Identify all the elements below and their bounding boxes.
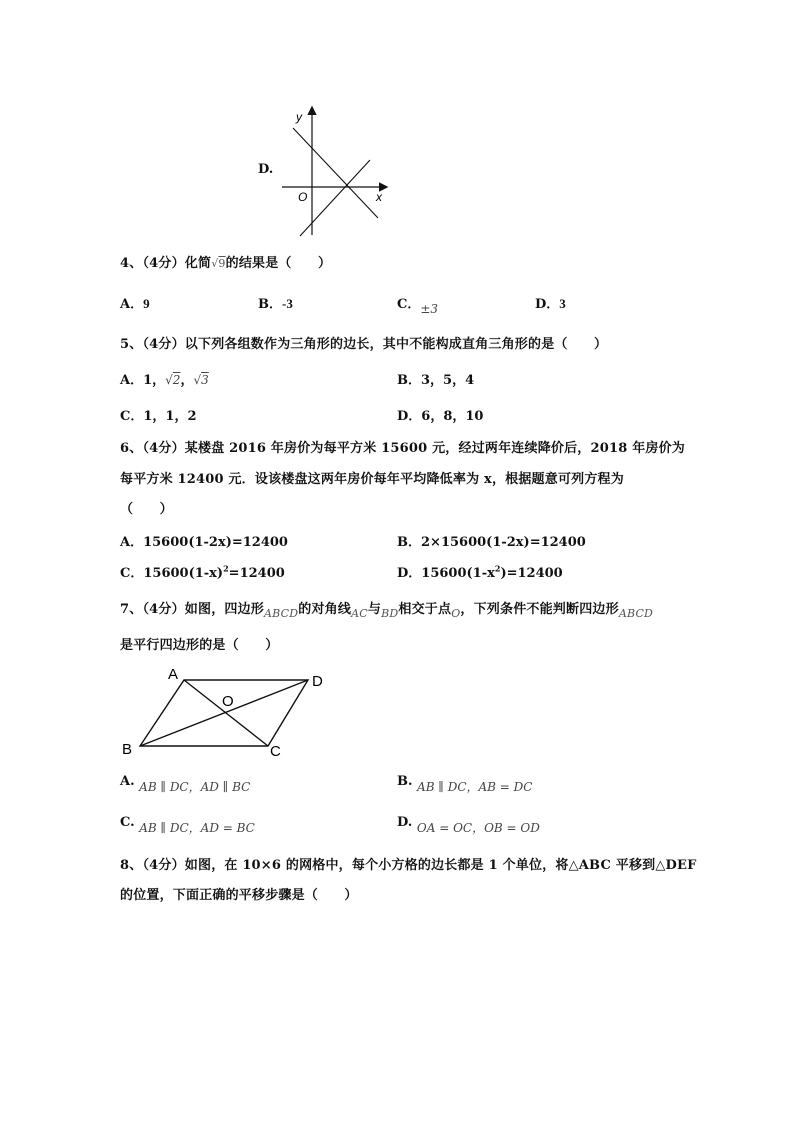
q8-stem-line2: 的位置，下面正确的平移步骤是（ ）: [120, 888, 358, 903]
decreasing-line: [293, 128, 378, 218]
vertex-b-label: B: [122, 741, 133, 758]
point-o-label: O: [222, 693, 234, 710]
q5-option-d[interactable]: D．6，8，10: [397, 409, 484, 424]
q6-option-c[interactable]: C．$15600(1-x)^2=12400$: [120, 563, 285, 581]
y-axis-label: y: [296, 110, 302, 124]
q7-option-b[interactable]: B. AB ∥ DC，AB = DC: [397, 774, 533, 794]
q4-option-b[interactable]: B．-3: [258, 296, 293, 312]
vertex-d-label: D: [312, 673, 323, 690]
q6-stem-line2: 每平方米 12400 元．设该楼盘这两年房价每年平均降低率为 x，根据题意可列方程为: [120, 472, 624, 487]
q3-graph: [270, 100, 400, 240]
vertex-c-label: C: [270, 743, 281, 760]
q5-option-a[interactable]: A．1，√2，√3: [120, 373, 209, 388]
q8-stem-line1: 8、（4分）如图，在 10×6 的网格中，每个小方格的边长都是 1 个单位，将△ABC 平移到△DEF: [120, 858, 697, 873]
q4-option-a[interactable]: A．9: [120, 296, 150, 312]
sqrt-3: √3: [193, 373, 209, 387]
q3-option-d-label: D.: [258, 162, 274, 177]
q7-stem-line1: 7、（4分）如图，四边形$_{ABCD}$的对角线$_{AC}$与$_{BD}$相交于点$_O$，下列条件不能判断四边形$_{ABCD}$: [120, 602, 654, 620]
q7-option-c[interactable]: C. AB ∥ DC，AD = BC: [120, 815, 255, 835]
q5-option-c[interactable]: C．1，1，2: [120, 409, 197, 424]
vertex-a-label: A: [168, 666, 179, 683]
diagonal-ac: [184, 680, 268, 746]
q6-stem-line1: 6、（4分）某楼盘 2016 年房价为每平方米 15600 元，经过两年连续降价后，2018 年房价为: [120, 441, 686, 456]
diagonal-bd: [140, 680, 308, 746]
q5-option-b[interactable]: B．3，5，4: [397, 373, 475, 388]
q6-option-d[interactable]: D．$15600(1-x^2)=12400$: [397, 563, 563, 581]
sqrt-expression: √9: [211, 257, 226, 270]
q7-parallelogram-figure: [118, 660, 338, 760]
x-axis-label: x: [376, 190, 382, 204]
q4-stem: [120, 252, 331, 271]
q7-option-d[interactable]: D. OA = OC，OB = OD: [397, 815, 540, 835]
q4-text-after: 的结果是（ ）: [225, 256, 332, 271]
sqrt-2: √2: [165, 373, 181, 387]
q7-option-a[interactable]: A. AB ∥ DC，AD ∥ BC: [120, 774, 251, 794]
q6-stem-line3: （ ）: [120, 502, 173, 517]
q6-option-a[interactable]: A．15600(1-2x)=12400: [120, 535, 288, 550]
q4-option-c[interactable]: C．±3: [397, 297, 439, 316]
q4-option-d[interactable]: D．3: [535, 296, 566, 312]
q7-stem-line2: 是平行四边形的是（ ）: [120, 638, 279, 653]
origin-label: O: [298, 190, 308, 204]
q4-text-before: 4、（4分）化简: [120, 256, 212, 271]
q5-stem: 5、（4分）以下列各组数作为三角形的边长，其中不能构成直角三角形的是（ ）: [120, 337, 608, 352]
q6-option-b[interactable]: B．2×15600(1-2x)=12400: [397, 535, 586, 550]
